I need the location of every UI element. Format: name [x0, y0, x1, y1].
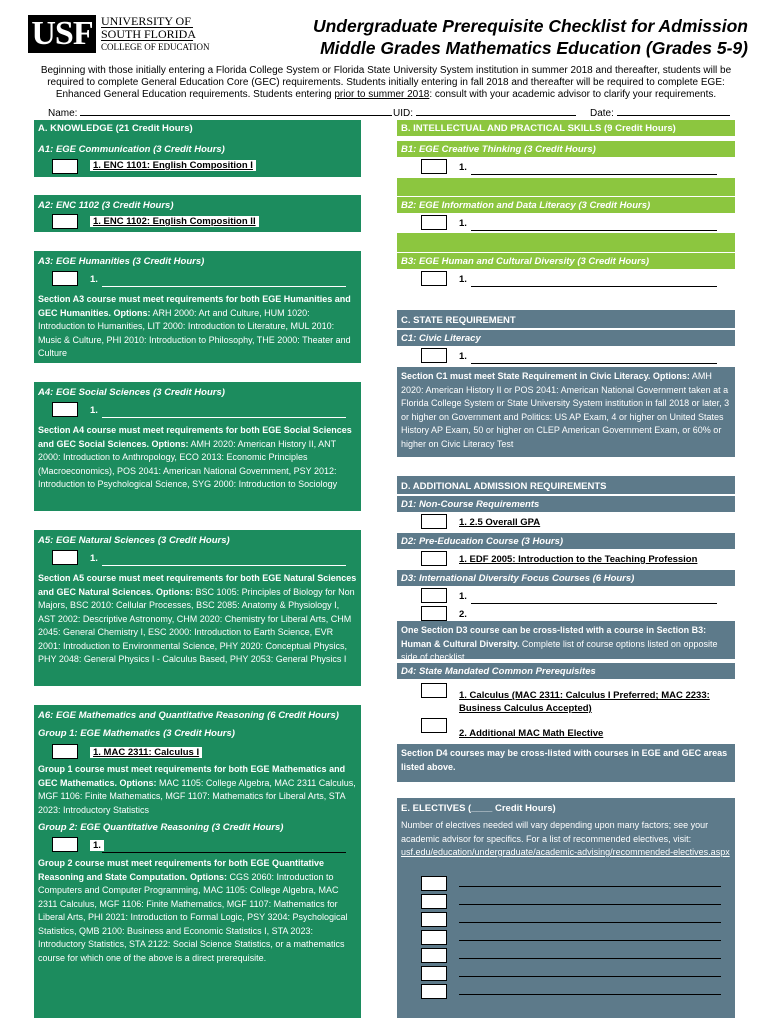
b1-checkbox[interactable] — [421, 159, 447, 174]
group1-note: Group 1 course must meet requirements for both EGE Mathematics and GEC Mathematics. Options: MAC 1105: College Algebra, MAC 2311 Calculus, MGF 1106: Finite Mathematics, MGF 1107: Mathematics for Liberal Arts, STA 2023: Introductory Statistics — [38, 764, 356, 815]
d4-course-1: 1. Calculus (MAC 2311: Calculus I Preferred; MAC 2233: Business Calculus Accepted) — [459, 690, 710, 714]
page-subtitle: Middle Grades Mathematics Education (Grades 5-9) — [320, 38, 748, 58]
date-field[interactable]: Date: — [590, 108, 730, 119]
section-b-header: B. INTELLECTUAL AND PRACTICAL SKILLS (9 Credit Hours) — [397, 120, 735, 136]
spacer — [34, 686, 361, 705]
a4-course-line[interactable] — [102, 417, 346, 418]
uid-field[interactable]: UID: — [393, 108, 576, 119]
c1-checkbox[interactable] — [421, 348, 447, 363]
b1-header: B1: EGE Creative Thinking (3 Credit Hours) — [397, 141, 735, 157]
elective-checkbox[interactable] — [421, 876, 447, 891]
a1-course: 1. ENC 1101: English Composition I — [90, 160, 256, 171]
d3-note: One Section D3 course can be cross-listed with a course in Section B3: Human & Cultural Diversity. Complete list of course options listed on opposite side of checklist. — [397, 621, 735, 659]
group2-header: Group 2: EGE Quantitative Reasoning (3 Credit Hours) — [34, 819, 361, 835]
d3-checkbox-1[interactable] — [421, 588, 447, 603]
section-a-column — [34, 120, 361, 1018]
spacer — [34, 363, 361, 382]
b3-course-line[interactable] — [471, 286, 717, 287]
a5-course-number: 1. — [90, 553, 98, 564]
d3-course-line-1[interactable] — [471, 603, 717, 604]
elective-line[interactable] — [459, 940, 721, 941]
a5-header: A5: EGE Natural Sciences (3 Credit Hours) — [34, 532, 361, 548]
group1-course: 1. MAC 2311: Calculus I — [90, 747, 202, 758]
a5-checkbox[interactable] — [52, 550, 78, 565]
b1-course-line[interactable] — [471, 174, 717, 175]
d3-course-number-1: 1. — [459, 591, 467, 602]
elective-line[interactable] — [459, 958, 721, 959]
elective-checkbox[interactable] — [421, 912, 447, 927]
elective-checkbox[interactable] — [421, 930, 447, 945]
d1-header: D1: Non-Course Requirements — [397, 496, 735, 512]
column-gap — [361, 120, 397, 1018]
section-e-header: E. ELECTIVES (____ Credit Hours) — [397, 798, 735, 816]
spacer — [34, 177, 361, 195]
section-c-header: C. STATE REQUIREMENT — [397, 310, 735, 328]
b2-checkbox[interactable] — [421, 215, 447, 230]
page-title: Undergraduate Prerequisite Checklist for Admission — [312, 16, 748, 36]
section-d-header: D. ADDITIONAL ADMISSION REQUIREMENTS — [397, 476, 735, 494]
b2-course-line[interactable] — [471, 230, 717, 231]
d3-checkbox-2[interactable] — [421, 606, 447, 621]
b3-header: B3: EGE Human and Cultural Diversity (3 Credit Hours) — [397, 253, 735, 269]
group2-course-number: 1. — [90, 840, 104, 851]
a1-header: A1: EGE Communication (3 Credit Hours) — [34, 141, 361, 157]
group2-note: Group 2 course must meet requirements for both EGE Quantitative Reasoning and State Computation. Options: CGS 2060: Introduction to Computers and Computer Programming, MAC 1105: College Algebra, MAC 2311 Calculus, MGF 1106: Finite Mathematics, MGF 1107: Mathematics for Liberal Arts, PHI 2021: Introduction to Formal Logic, PSY 3204: Psychological Statistics, QMB 2100: Business and Economic Statistics I, STA 2023: Introductory Statistics, STA 2122: Social Science Statistics, or a mathematics course for which one of the above is a direct prerequisite. — [38, 858, 348, 963]
c1-course-number: 1. — [459, 351, 467, 362]
spacer — [397, 178, 735, 196]
logo-line-1: UNIVERSITY OF — [101, 14, 191, 28]
logo-line-3: COLLEGE OF EDUCATION — [101, 42, 210, 52]
spacer — [34, 511, 361, 530]
c1-note: Section C1 must meet State Requirement in Civic Literacy. Options: AMH 2020: American History II or POS 2041: American National Government taken at a Florida College System or State University System institution in fall 2018 or later, 3 or higher on Government and Politics: US AP Exam, 4 or higher on United States History AP Exam, 50 or higher on CLEP American Government Exam, or 60% or higher on Civic Literacy Test — [397, 367, 735, 457]
logo-line-2: SOUTH FLORIDA — [101, 27, 197, 41]
elective-line[interactable] — [459, 994, 721, 995]
elective-checkbox[interactable] — [421, 948, 447, 963]
d1-requirement: 1. 2.5 Overall GPA — [459, 517, 541, 528]
a6-header: A6: EGE Mathematics and Quantitative Reasoning (6 Credit Hours) — [34, 707, 361, 723]
a4-note: Section A4 course must meet requirements for both EGE Social Sciences and GEC Social Sciences. Options: AMH 2020: American History II, ANT 2000: Introduction to Anthropology, ECO 2013: Economic Principles (Macroeconomics), POS 2041: American National Government, PSY 2012: Introduction to Psychological Science, SYG 2000: Introduction to Sociology — [38, 425, 352, 489]
a3-checkbox[interactable] — [52, 271, 78, 286]
name-field[interactable]: Name: — [48, 108, 392, 119]
a2-course: 1. ENC 1102: English Composition II — [90, 216, 259, 227]
d3-header: D3: International Diversity Focus Courses (6 Hours) — [397, 570, 735, 586]
group2-checkbox[interactable] — [52, 837, 78, 852]
electives-note: Number of electives needed will vary depending upon many factors; see your academic advisor for specifics. For a list of recommended electives, visit: usf.edu/education/undergraduate/academic-advising/recommended-electives.aspx — [397, 816, 735, 866]
a3-course-line[interactable] — [102, 286, 346, 287]
a5-course-line[interactable] — [102, 565, 346, 566]
b1-course-number: 1. — [459, 162, 467, 173]
elective-checkbox[interactable] — [421, 894, 447, 909]
logo-divider — [101, 40, 193, 41]
usf-logo-mark: USF — [28, 15, 96, 53]
logo-divider — [101, 27, 193, 28]
group1-header: Group 1: EGE Mathematics (3 Credit Hours) — [34, 725, 361, 741]
d4-note: Section D4 courses may be cross-listed with courses in EGE and GEC areas listed above. — [397, 744, 735, 782]
d4-checkbox-1[interactable] — [421, 683, 447, 698]
d2-course: 1. EDF 2005: Introduction to the Teaching Profession — [459, 554, 698, 565]
a2-checkbox[interactable] — [52, 214, 78, 229]
spacer — [34, 232, 361, 251]
a2-header: A2: ENC 1102 (3 Credit Hours) — [34, 197, 361, 213]
elective-line[interactable] — [459, 886, 721, 887]
elective-checkbox[interactable] — [421, 966, 447, 981]
elective-checkbox[interactable] — [421, 984, 447, 999]
right-column — [397, 120, 735, 1018]
b3-checkbox[interactable] — [421, 271, 447, 286]
elective-line[interactable] — [459, 976, 721, 977]
b3-course-number: 1. — [459, 274, 467, 285]
intro-text: Beginning with those initially entering a Florida College System or Florida State University System institution in summer 2018 and thereafter, students will be required to complete General Education Core (GEC) requirements. Students initially entering in fall 2018 and thereafter will be required to complete EGE: Enhanced General Education requirements. Students entering prior to summer 2018: consult with your academic advisor to clarify your requirements. — [40, 65, 732, 100]
spacer — [397, 233, 735, 252]
a4-checkbox[interactable] — [52, 402, 78, 417]
d4-course-2: 2. Additional MAC Math Elective — [459, 728, 604, 739]
d4-header: D4: State Mandated Common Prerequisites — [397, 663, 735, 679]
elective-line[interactable] — [459, 922, 721, 923]
electives-list — [397, 866, 735, 1018]
a3-header: A3: EGE Humanities (3 Credit Hours) — [34, 253, 361, 269]
elective-line[interactable] — [459, 904, 721, 905]
c1-course-line[interactable] — [471, 363, 717, 364]
section-a-header: A. KNOWLEDGE (21 Credit Hours) — [34, 120, 361, 136]
a3-note: Section A3 course must meet requirements for both EGE Humanities and GEC Humanities. Options: ARH 2000: Art and Culture, HUM 1020: Introduction to Humanities, LIT 2000: Introduction to Literature, MUL 2010: Music & Culture, PHI 2010: Introduction to Philosophy, THE 2000: Theater and Culture — [38, 294, 351, 358]
group2-course-line[interactable] — [102, 852, 346, 853]
group1-checkbox[interactable] — [52, 744, 78, 759]
a3-course-number: 1. — [90, 274, 98, 285]
electives-link[interactable]: usf.edu/education/undergraduate/academic-advising/recommended-electives.aspx — [401, 847, 730, 857]
d4-checkbox-2[interactable] — [421, 718, 447, 733]
d2-checkbox[interactable] — [421, 551, 447, 566]
a1-checkbox[interactable] — [52, 159, 78, 174]
d2-header: D2: Pre-Education Course (3 Hours) — [397, 533, 735, 549]
d3-course-number-2: 2. — [459, 609, 467, 620]
b2-header: B2: EGE Information and Data Literacy (3 Credit Hours) — [397, 197, 735, 213]
d1-checkbox[interactable] — [421, 514, 447, 529]
a4-course-number: 1. — [90, 405, 98, 416]
a5-note: Section A5 course must meet requirements for both EGE Natural Sciences and GEC Natural Sciences. Options: BSC 1005: Principles of Biology for Non Majors, BSC 2010: Cellular Processes, BSC 2085: Anatomy & Physiology I, AST 2002: Descriptive Astronomy, CHM 2020: Chemistry for Liberal Arts, CHM 2045: General Chemistry I, ESC 2000: Introduction to Earth Science, EVR 2001: Introduction to Environmental Science, PHY 2020: Conceptual Physics, PHY 2048: General Physics I - Calculus Based, PHY 2053: General Physics I — [38, 573, 357, 664]
b2-course-number: 1. — [459, 218, 467, 229]
c1-header: C1: Civic Literacy — [397, 330, 735, 346]
a4-header: A4: EGE Social Sciences (3 Credit Hours) — [34, 384, 361, 400]
